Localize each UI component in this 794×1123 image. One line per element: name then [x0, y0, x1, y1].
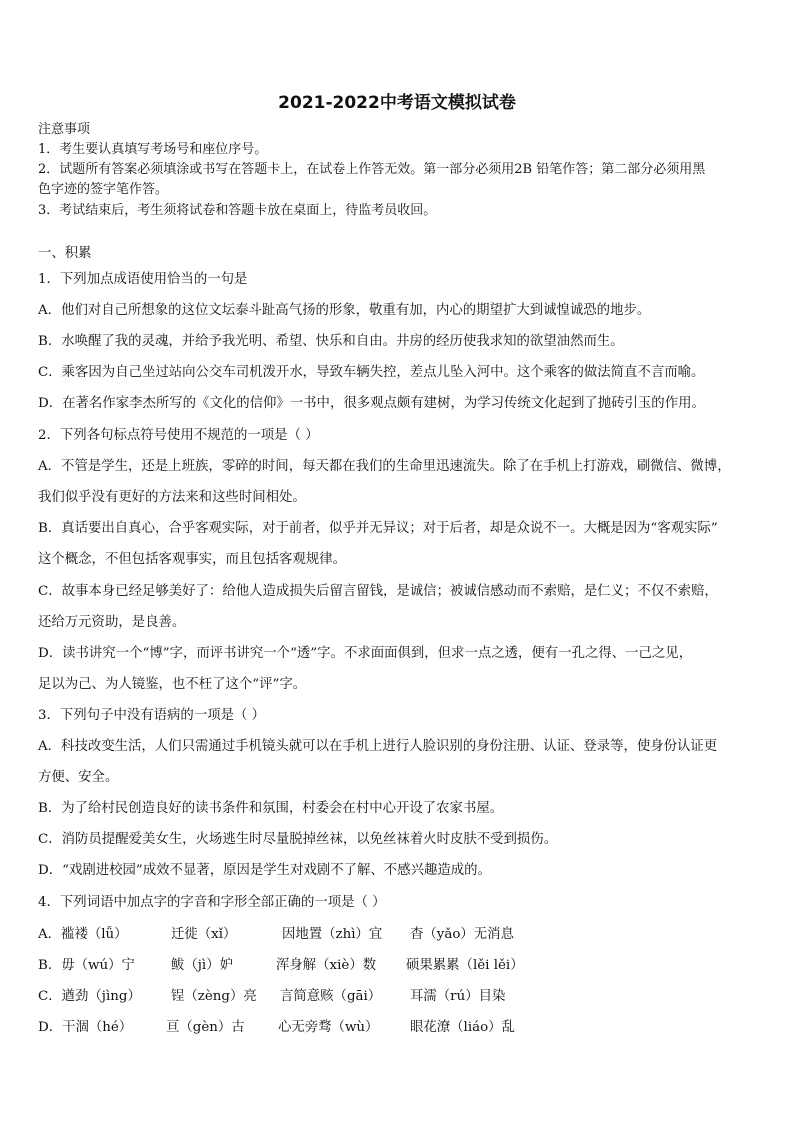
option-a-line2: 我们似乎没有更好的方法来和这些时间相处。	[38, 490, 306, 505]
option-b: B．为了给村民创造良好的读书条件和氛围，村委会在村中心开设了农家书屋。	[38, 801, 504, 816]
option-c-line1: C．故事本身已经足够美好了：给他人造成损失后留言留钱，是诚信；被诚信感动而不索赔，是仁义；不仅不索赔，	[38, 584, 718, 599]
page-title: 2021-2022中考语文模拟试卷	[278, 93, 516, 113]
option-a-line1: A．科技改变生活，人们只需通过手机镜头就可以在手机上进行人脸识别的身份注册、认证、登录等，使身份认证更	[38, 739, 718, 754]
option-b: B．水唤醒了我的灵魂，并给予我光明、希望、快乐和自由。井房的经历使我求知的欲望油然而生。	[38, 334, 624, 349]
word-cell: 心无旁骛（wù）	[278, 1020, 379, 1035]
word-cell: 因地置（zhì）宜	[282, 927, 383, 942]
word-cell: 言简意赅（gāi）	[280, 989, 382, 1004]
option-a: A．他们对自己所想象的这位文坛泰斗趾高气扬的形象，敬重有加，内心的期望扩大到诚惶诚恐的地步。	[38, 303, 651, 318]
notes-item: 2．试题所有答案必须填涂或书写在答题卡上，在试卷上作答无效。第一部分必须用2B 铅笔作答；第二部分必须用黑	[38, 162, 706, 177]
word-cell: 耳濡（rú）目染	[410, 989, 506, 1004]
question-stem: 4．下列词语中加点字的字音和字形全部正确的一项是（ ）	[38, 895, 386, 910]
question-stem: 2．下列各句标点符号使用不规范的一项是（ ）	[38, 428, 319, 443]
word-cell: 迁徙（xǐ）	[171, 927, 237, 942]
word-cell: 锃（zèng）亮	[171, 989, 257, 1004]
option-c: C．消防员提醒爱美女生，火场逃生时尽量脱掉丝袜，以免丝袜着火时皮肤不受到损伤。	[38, 832, 558, 847]
option-b-line1: B．真话要出自真心，合乎客观实际，对于前者，似乎并无异议；对于后者，却是众说不一。大概是因为“客观实际”	[38, 521, 718, 536]
word-cell: 硕果累累（lěi lěi）	[406, 958, 524, 973]
word-cell: 亘（gèn）古	[166, 1020, 245, 1035]
notes-heading: 注意事项	[38, 122, 91, 137]
option-a-line1: A．不管是学生，还是上班族，零碎的时间，每天都在我们的生命里迅速流失。除了在手机上打游戏，刷微信、微博，	[38, 459, 731, 474]
option-d-line1: D．读书讲究一个“博”字，而评书讲究一个“透”字。不求面面俱到，但求一点之透，便有一孔之得、一己之见，	[38, 646, 693, 661]
option-c: C．乘客因为自己坐过站向公交车司机泼开水，导致车辆失控，差点儿坠入河中。这个乘客的做法简直不言而喻。	[38, 365, 705, 380]
word-cell: 眼花潦（liáo）乱	[410, 1020, 515, 1035]
option-d-line2: 足以为己、为人镜鉴，也不枉了这个“评”字。	[38, 677, 307, 692]
word-cell: 浑身解（xiè）数	[276, 958, 377, 973]
question-stem: 1．下列加点成语使用恰当的一句是	[38, 272, 248, 287]
option-a-line2: 方便、安全。	[38, 770, 119, 785]
option-d: D．“戏剧进校园”成效不显著，原因是学生对戏剧不了解、不感兴趣造成的。	[38, 863, 491, 878]
notes-item: 1．考生要认真填写考场号和座位序号。	[38, 142, 268, 157]
option-b-line2: 这个概念，不但包括客观事实，而且包括客观规律。	[38, 552, 346, 567]
option-c-line2: 还给万元资助，是良善。	[38, 615, 186, 630]
word-cell: 鲅（jì）妒	[171, 958, 233, 973]
word-cell: 杳（yǎo）无消息	[410, 927, 514, 942]
word-cell: C．遒劲（jìng）	[38, 989, 141, 1004]
word-cell: B．毋（wú）宁	[38, 958, 135, 973]
question-stem: 3．下列句子中没有语病的一项是（ ）	[38, 708, 266, 723]
notes-item: 色字迹的签字笔作答。	[38, 182, 169, 197]
word-cell: A．褴褛（lǚ）	[38, 927, 128, 942]
section-heading: 一、积累	[38, 246, 92, 261]
notes-item: 3．考试结束后，考生须将试卷和答题卡放在桌面上，待监考员收回。	[38, 203, 437, 218]
word-cell: D．干涸（hé）	[38, 1020, 133, 1035]
option-d: D．在著名作家李杰所写的《文化的信仰》一书中，很多观点颇有建树，为学习传统文化起到了抛砖引玉的作用。	[38, 396, 705, 411]
